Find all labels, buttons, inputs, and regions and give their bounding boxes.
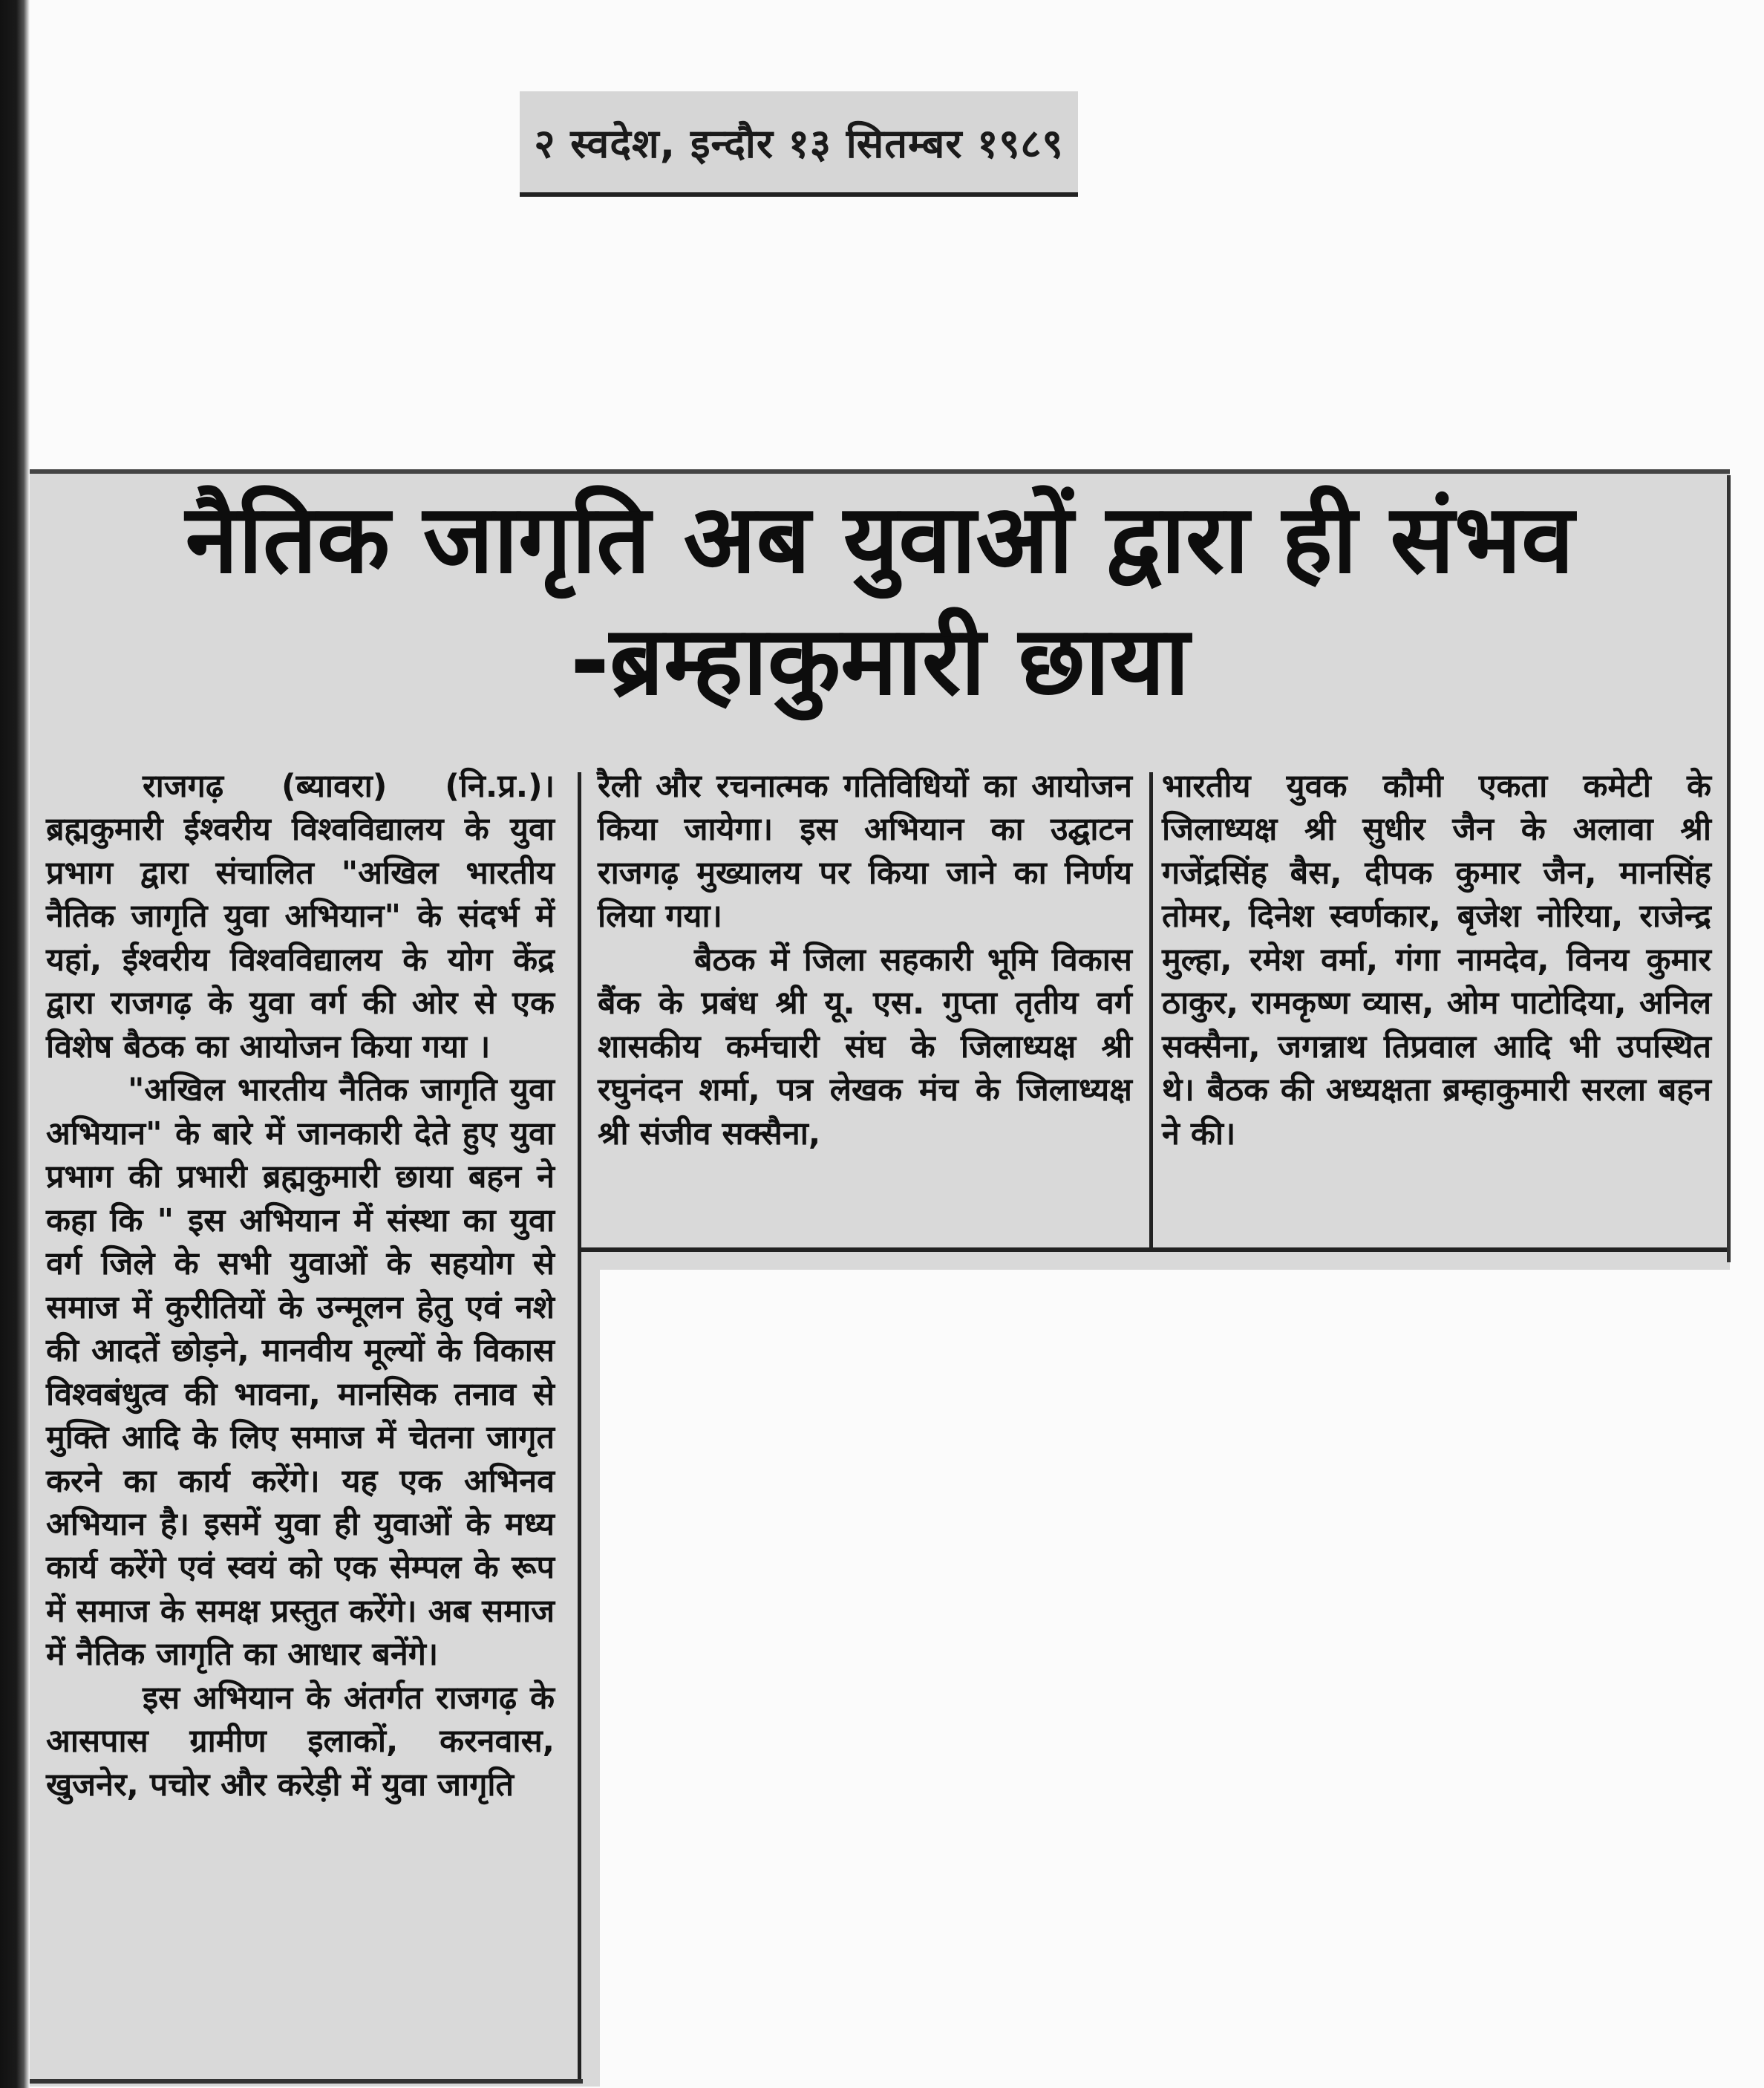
column-bottom-rule [578, 1247, 1730, 1252]
column-2-paragraph-1: रैली और रचनात्मक गतिविधियों का आयोजन किया जायेगा। इस अभियान का उद्घाटन राजगढ़ मुख्यालय पर किया जाने का निर्णय लिया गया। [598, 768, 1132, 936]
headline-line-1: नैतिक जागृति अब युवाओं द्वारा ही संभव [185, 484, 1575, 595]
clipping-bottom-edge [30, 2079, 583, 2084]
binding-edge [0, 0, 30, 2088]
column-rule-2 [1149, 772, 1153, 1247]
article-column-3 [1162, 765, 1711, 1155]
column-3-paragraph-1: भारतीय युवक कौमी एकता कमेटी के जिलाध्यक्ष श्री सुधीर जैन के अलावा श्री गजेंद्रसिंह बैस, दीपक कुमार जैन, मानसिंह तोमर, दिनेश स्वर्णकार, बृजेश नोरिया, राजेन्द्र मुल्हा, रमेश वर्मा, गंगा नामदेव, विनय कुमार ठाकुर, रामकृष्ण व्यास, ओम पाटोदिया, अनिल सक्सैना, जगन्नाथ तिप्रवाल आदि भी उपस्थित थे। बैठक की अध्यक्षता ब्रम्हाकुमारी सरला बहन ने की। [1162, 768, 1711, 1152]
dateline-clipping [520, 91, 1078, 197]
column-1-paragraph-3: इस अभियान के अंतर्गत राजगढ़ के आसपास ग्रामीण इलाकों, करनवास, खुजनेर, पचोर और करेड़ी में युवा जागृति [46, 1679, 555, 1804]
headline [30, 483, 1730, 718]
dateline: २ स्वदेश, इन्दौर १३ सितम्बर १९८९ [534, 120, 1064, 167]
column-1-paragraph-1: राजगढ़ (ब्यावरा) (नि.प्र.)। ब्रह्मकुमारी ईश्वरीय विश्वविद्यालय के युवा प्रभाग द्वारा संचालित "अखिल भारतीय नैतिक जागृति युवा अभियान" के संदर्भ में यहां, ईश्वरीय विश्वविद्यालय के योग केंद्र द्वारा राजगढ़ के युवा वर्ग की ओर से एक विशेष बैठक का आयोजन किया गया । [46, 768, 555, 1066]
clipping-right-edge [1727, 475, 1731, 1262]
headline-line-2: -ब्रम्हाकुमारी छाया [569, 605, 1190, 717]
article-column-2 [598, 765, 1132, 1155]
column-1-paragraph-2: "अखिल भारतीय नैतिक जागृति युवा अभियान" के बारे में जानकारी देते हुए युवा प्रभाग की प्रभारी ब्रह्मकुमारी छाया बहन ने कहा कि " इस अभियान में संस्था का युवा वर्ग जिले के सभी युवाओं के सहयोग से समाज में कुरीतियों के उन्मूलन हेतु एवं नशे की आदतें छोड़ने, मानवीय मूल्यों के विकास विश्वबंधुत्व की भावना, मानसिक तनाव से मुक्ति आदि के लिए समाज में चेतना जागृत करने का कार्य करेंगे। यह एक अभिनव अभियान है। इसमें युवा ही युवाओं के मध्य कार्य करेंगे एवं स्वयं को एक सेम्पल के रूप में समाज के समक्ष प्रस्तुत करेंगे। अब समाज में नैतिक जागृति का आधार बनेंगे। [46, 1071, 555, 1674]
article-column-1 [46, 765, 555, 1807]
column-2-paragraph-2: बैठक में जिला सहकारी भूमि विकास बैंक के प्रबंध श्री यू. एस. गुप्ता तृतीय वर्ग शासकीय कर्मचारी संघ के जिलाध्यक्ष श्री रघुनंदन शर्मा, पत्र लेखक मंच के जिलाध्यक्ष श्री संजीव सक्सैना, [598, 941, 1132, 1152]
column-rule-1 [578, 772, 581, 2083]
